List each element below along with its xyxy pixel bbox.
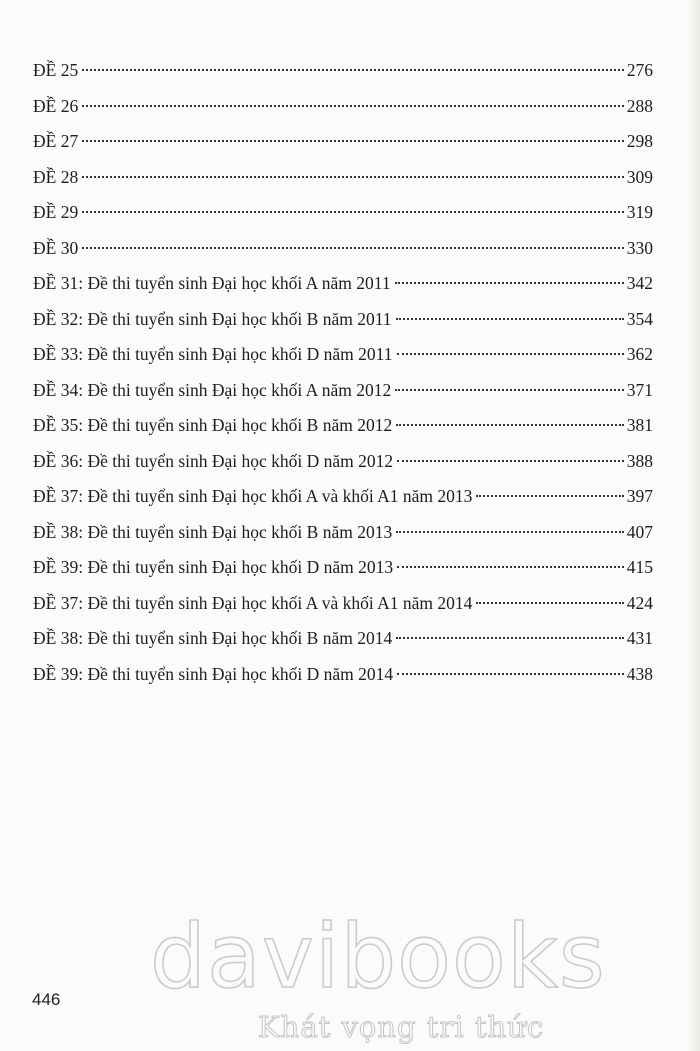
- toc-entry-page: 371: [626, 379, 653, 400]
- toc-entry-page: 309: [626, 166, 653, 187]
- toc-entry: [33, 520, 653, 556]
- toc-entry-page: 431: [626, 628, 653, 648]
- toc-entry: [33, 413, 653, 449]
- toc-entry: [33, 165, 653, 201]
- table-of-contents: [33, 58, 653, 697]
- toc-dot-leader: [395, 281, 624, 284]
- toc-entry-page: 415: [626, 557, 653, 577]
- toc-dot-leader: [397, 459, 624, 462]
- toc-dot-leader: [82, 139, 624, 142]
- toc-dot-leader: [82, 104, 624, 107]
- toc-entry-title: ĐỀ 28: [33, 166, 79, 187]
- toc-dot-leader: [476, 601, 623, 604]
- toc-entry: [33, 58, 653, 94]
- toc-dot-leader: [397, 352, 624, 355]
- page-edge-shadow: [686, 0, 700, 1051]
- watermark-brand: davibooks: [150, 905, 606, 1008]
- toc-entry-title: ĐỀ 38: Đề thi tuyển sinh Đại học khối B năm 2013: [33, 521, 393, 542]
- toc-entry: [33, 271, 653, 307]
- toc-entry: [33, 626, 653, 662]
- toc-entry-page: 407: [626, 521, 653, 542]
- page-number: 446: [32, 990, 61, 1009]
- toc-entry-title: ĐỀ 27: [33, 131, 79, 151]
- toc-dot-leader: [397, 672, 624, 675]
- toc-entry: [33, 591, 653, 627]
- toc-entry-page: 354: [626, 308, 653, 329]
- toc-entry: [33, 484, 653, 520]
- toc-entry-title: ĐỀ 39: Đề thi tuyển sinh Đại học khối D năm 2013: [33, 557, 394, 577]
- toc-dot-leader: [82, 210, 624, 213]
- toc-entry-page: 319: [626, 202, 653, 222]
- toc-entry-title: ĐỀ 39: Đề thi tuyển sinh Đại học khối D năm 2014: [33, 663, 394, 684]
- toc-entry: [33, 200, 653, 236]
- toc-entry-title: ĐỀ 31: Đề thi tuyển sinh Đại học khối A năm 2011: [33, 273, 391, 293]
- toc-entry: [33, 449, 653, 485]
- toc-dot-leader: [396, 423, 624, 426]
- toc-entry-page: 276: [626, 60, 653, 80]
- toc-entry-title: ĐỀ 34: Đề thi tuyển sinh Đại học khối A năm 2012: [33, 379, 392, 400]
- toc-entry: [33, 94, 653, 130]
- toc-entry-page: 388: [626, 450, 653, 471]
- toc-entry-page: 424: [626, 592, 653, 613]
- toc-entry: [33, 307, 653, 343]
- toc-entry-title: ĐỀ 37: Đề thi tuyển sinh Đại học khối A và khối A1 năm 2014: [33, 592, 473, 613]
- toc-entry-page: 342: [626, 273, 653, 293]
- toc-dot-leader: [396, 530, 624, 533]
- toc-entry-page: 397: [626, 486, 653, 506]
- watermark-slogan: Khát vọng tri thức: [258, 1010, 545, 1044]
- toc-entry: [33, 555, 653, 591]
- toc-entry: [33, 129, 653, 165]
- toc-dot-leader: [396, 636, 624, 639]
- toc-entry-page: 288: [626, 95, 653, 116]
- toc-dot-leader: [395, 388, 624, 391]
- toc-entry-page: 330: [626, 237, 653, 258]
- toc-entry-title: ĐỀ 38: Đề thi tuyển sinh Đại học khối B năm 2014: [33, 628, 393, 648]
- toc-entry-title: ĐỀ 37: Đề thi tuyển sinh Đại học khối A và khối A1 năm 2013: [33, 486, 473, 506]
- toc-entry-title: ĐỀ 36: Đề thi tuyển sinh Đại học khối D năm 2012: [33, 450, 394, 471]
- toc-entry-title: ĐỀ 29: [33, 202, 79, 222]
- toc-dot-leader: [397, 565, 624, 568]
- toc-dot-leader: [476, 494, 623, 497]
- toc-entry: [33, 236, 653, 272]
- toc-entry-title: ĐỀ 26: [33, 95, 79, 116]
- toc-entry: [33, 662, 653, 698]
- toc-entry-title: ĐỀ 33: Đề thi tuyển sinh Đại học khối D năm 2011: [33, 344, 393, 364]
- toc-dot-leader: [396, 317, 624, 320]
- toc-entry-title: ĐỀ 30: [33, 237, 79, 258]
- toc-entry-page: 362: [626, 344, 653, 364]
- toc-dot-leader: [82, 246, 624, 249]
- toc-entry-title: ĐỀ 25: [33, 60, 79, 80]
- toc-entry-page: 438: [626, 663, 653, 684]
- toc-entry-title: ĐỀ 32: Đề thi tuyển sinh Đại học khối B năm 2011: [33, 308, 392, 329]
- toc-entry: [33, 378, 653, 414]
- toc-dot-leader: [82, 68, 624, 71]
- toc-entry: [33, 342, 653, 378]
- toc-entry-title: ĐỀ 35: Đề thi tuyển sinh Đại học khối B năm 2012: [33, 415, 393, 435]
- toc-dot-leader: [82, 175, 624, 178]
- toc-entry-page: 298: [626, 131, 653, 151]
- toc-entry-page: 381: [626, 415, 653, 435]
